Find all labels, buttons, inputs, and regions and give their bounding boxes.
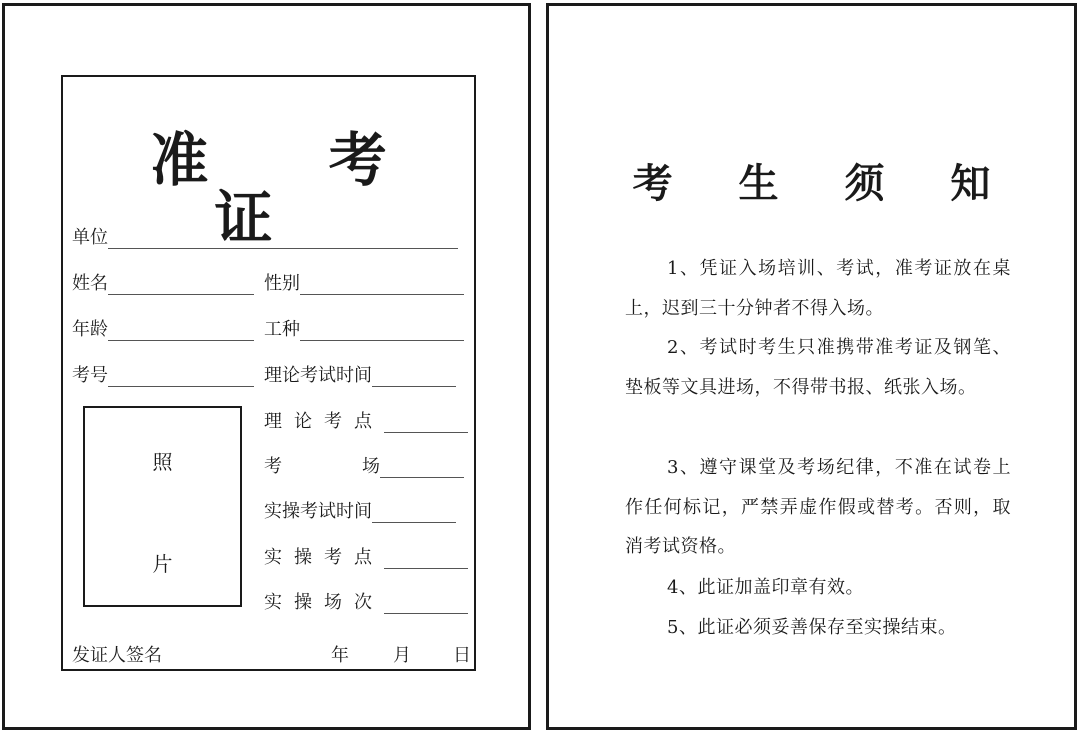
theory-exam-time-label: 理论考试时间 xyxy=(264,365,372,386)
job-type-label: 工种 xyxy=(264,319,300,340)
practical-exam-time-line xyxy=(372,522,456,523)
age-field xyxy=(72,315,254,341)
notice-rule-5: 5、此证必须妥善保存至实操结束。 xyxy=(667,617,957,638)
notice-title: 考 生 须 知 xyxy=(632,160,1017,207)
unit-line xyxy=(108,248,458,249)
gender-line xyxy=(300,294,464,295)
age-line xyxy=(108,340,254,341)
name-label: 姓名 xyxy=(72,273,108,294)
exam-room-label: 考场 xyxy=(264,456,460,477)
practical-exam-site-field xyxy=(264,543,468,569)
exam-room-field xyxy=(264,452,464,478)
age-label: 年龄 xyxy=(72,319,108,340)
exam-number-line xyxy=(108,386,254,387)
name-line xyxy=(108,294,254,295)
gender-field xyxy=(264,269,464,295)
photo-char-1: 照 xyxy=(152,450,173,474)
job-type-line xyxy=(300,340,464,341)
candidate-notice-panel xyxy=(546,3,1077,730)
theory-exam-time-line xyxy=(372,386,456,387)
name-field xyxy=(72,269,254,295)
gender-label: 性别 xyxy=(264,273,300,294)
photo-char-2: 片 xyxy=(152,552,173,576)
practical-exam-time-label: 实操考试时间 xyxy=(264,501,372,522)
date-year-label: 年 xyxy=(331,645,349,666)
theory-exam-site-field xyxy=(264,407,468,433)
exam-number-label: 考号 xyxy=(72,365,108,386)
admission-ticket-panel xyxy=(2,3,531,730)
date-month-label: 月 xyxy=(393,645,411,666)
admission-ticket-card xyxy=(61,75,476,671)
photo-box xyxy=(83,406,242,607)
issuer-signature-label: 发证人签名 xyxy=(72,645,162,666)
unit-label: 单位 xyxy=(72,227,108,248)
practical-exam-site-line xyxy=(384,568,468,569)
ticket-title: 准 考 证 xyxy=(150,126,437,252)
notice-rule-1: 1、凭证入场培训、考试，准考证放在桌上，迟到三十分钟者不得入场。 xyxy=(625,258,1011,319)
exam-room-line xyxy=(380,477,464,478)
date-day-label: 日 xyxy=(453,645,471,666)
theory-exam-time-field xyxy=(264,361,456,387)
notice-rule-3: 3、遵守课堂及考场纪律，不准在试卷上作任何标记，严禁弄虚作假或替考。否则，取消考试资格。 xyxy=(625,457,1011,557)
exam-number-field xyxy=(72,361,254,387)
practical-session-label: 实操场次 xyxy=(264,592,384,613)
unit-field xyxy=(72,223,458,249)
theory-exam-site-label: 理论考点 xyxy=(264,411,384,432)
practical-exam-time-field xyxy=(264,497,456,523)
job-type-field xyxy=(264,315,464,341)
practical-exam-site-label: 实操考点 xyxy=(264,547,384,568)
practical-session-field xyxy=(264,588,468,614)
theory-exam-site-line xyxy=(384,432,468,433)
notice-rule-4: 4、此证加盖印章有效。 xyxy=(667,577,864,598)
practical-session-line xyxy=(384,613,468,614)
notice-rule-2: 2、考试时考生只准携带准考证及钢笔、垫板等文具进场，不得带书报、纸张入场。 xyxy=(625,337,1011,398)
